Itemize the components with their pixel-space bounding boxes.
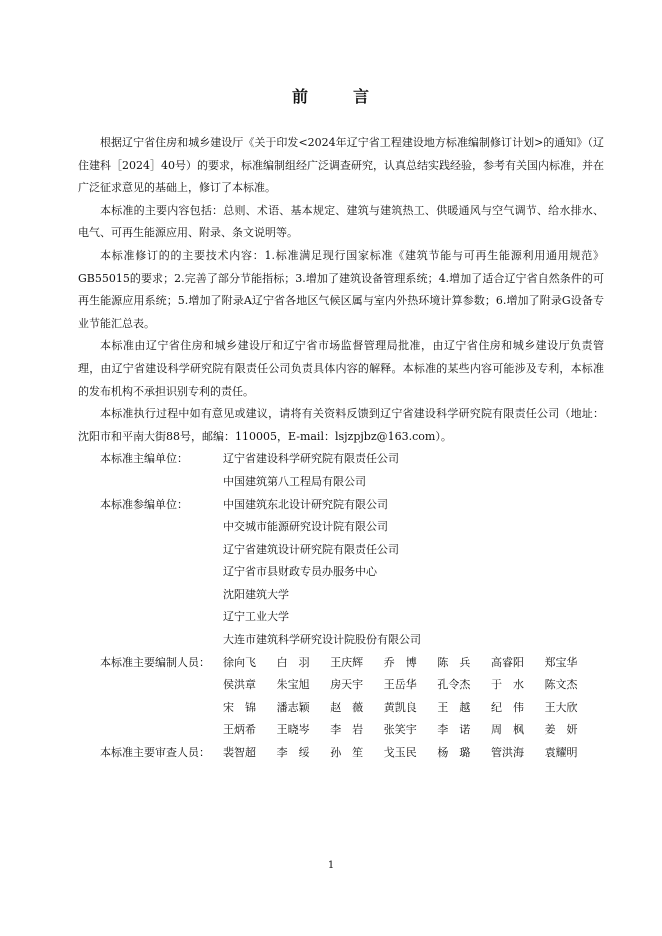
person-name: 房天宇 [330,678,364,692]
page-number: 1 [327,860,335,871]
chief-editor-units [78,448,604,493]
person-name: 陈文杰 [544,678,578,692]
person-name: 王晓岑 [276,723,310,737]
page-title [0,84,662,107]
paragraph: 本标准由辽宁省住房和城乡建设厅和辽宁省市场监督管理局批准，由辽宁省住房和城乡建设厅负责管理，由辽宁省建设科学研究院有限责任公司负责具体内容的解释。本标准的某些内容可能涉及专利，本标准的发布机构不承担识别专利的责任。 [78,339,604,398]
person-name: 孔令杰 [437,678,471,692]
person-name: 王大欣 [544,700,578,714]
person-name: 王岳华 [383,678,417,692]
person-name: 徐向飞 [223,655,256,669]
person-name: 高睿阳 [490,655,524,669]
unit-name: 中国建筑东北设计研究院有限公司 [223,497,388,511]
person-name: 朱宝旭 [276,678,310,692]
unit-name: 辽宁省市县财政专员办服务中心 [223,565,377,579]
person-name: 陈 兵 [437,655,471,669]
unit-name: 大连市建筑科学研究设计院股份有限公司 [223,633,421,647]
main-drafters [78,652,604,742]
paragraph: 本标准执行过程中如有意见或建议，请将有关资料反馈到辽宁省建设科学研究院有限责任公司（地址：沈阳市和平南大街88号，邮编：110005，E-mail：lsjzpjbz@163.com）。 [78,407,604,443]
person-name: 侯洪章 [223,678,256,692]
paragraph: 本标准修订的的主要技术内容：1.标准满足现行国家标准《建筑节能与可再生能源利用通用规范》GB55015的要求；2.完善了部分节能指标；3.增加了建筑设备管理系统；4.增加了适合辽宁省自然条件的可再生能源应用系统；5.增加了附录A辽宁省各地区气候区属与室内外热环境计算参数；6.增加了附录G设备专业节能汇总表。 [78,248,604,330]
preface-body [78,132,604,765]
reviewers-label: 本标准主要审查人员： [100,746,210,760]
person-name: 杨 璐 [437,746,471,760]
unit-name: 辽宁工业大学 [223,610,289,624]
participating-label: 本标准参编单位： [100,497,188,511]
drafters-list [223,652,604,742]
title-char-2: 言 [353,87,371,106]
person-name: 赵 薇 [330,700,364,714]
person-name: 纪 伟 [490,700,524,714]
person-name: 白 羽 [276,655,310,669]
person-name: 王 越 [437,700,471,714]
person-name: 孙 笙 [330,746,364,760]
person-name: 王炳希 [223,723,256,737]
unit-name: 沈阳建筑大学 [223,587,289,601]
person-name: 于 水 [490,678,524,692]
person-name: 戈玉民 [383,746,417,760]
person-name: 李 绥 [276,746,310,760]
chief-editor-label: 本标准主编单位： [100,452,188,466]
participating-units [78,494,604,652]
person-name: 李 岩 [330,723,364,737]
person-name: 袁耀明 [544,746,578,760]
unit-name: 中国建筑第八工程局有限公司 [223,474,366,488]
reviewers-list [223,742,604,765]
drafters-label: 本标准主要编制人员： [100,655,210,669]
title-char-1: 前 [291,87,309,106]
main-reviewers [78,742,604,765]
unit-name: 中交城市能源研究设计院有限公司 [223,520,388,534]
person-name: 王庆辉 [330,655,364,669]
unit-name: 辽宁省建设科学研究院有限责任公司 [223,452,399,466]
person-name: 宋 锦 [223,700,256,714]
person-name: 裴智超 [223,746,256,760]
person-name: 郑宝华 [544,655,578,669]
person-name: 潘志颖 [276,700,310,714]
person-name: 张笑宇 [383,723,417,737]
unit-name: 辽宁省建筑设计研究院有限责任公司 [223,542,399,556]
person-name: 姜 妍 [544,723,578,737]
paragraph: 根据辽宁省住房和城乡建设厅《关于印发<2024年辽宁省工程建设地方标准编制修订计划>的通知》（辽住建科［2024］40号）的要求，标准编制组经广泛调查研究，认真总结实践经验，参考有关国内标准，并在广泛征求意见的基础上，修订了本标准。 [78,136,604,195]
person-name: 管洪海 [490,746,524,760]
person-name: 李 诺 [437,723,471,737]
paragraph: 本标准的主要内容包括：总则、术语、基本规定、建筑与建筑热工、供暖通风与空气调节、给水排水、电气、可再生能源应用、附录、条文说明等。 [78,203,604,240]
person-name: 乔 博 [383,655,417,669]
person-name: 黄凯良 [383,700,417,714]
person-name: 周 枫 [490,723,524,737]
